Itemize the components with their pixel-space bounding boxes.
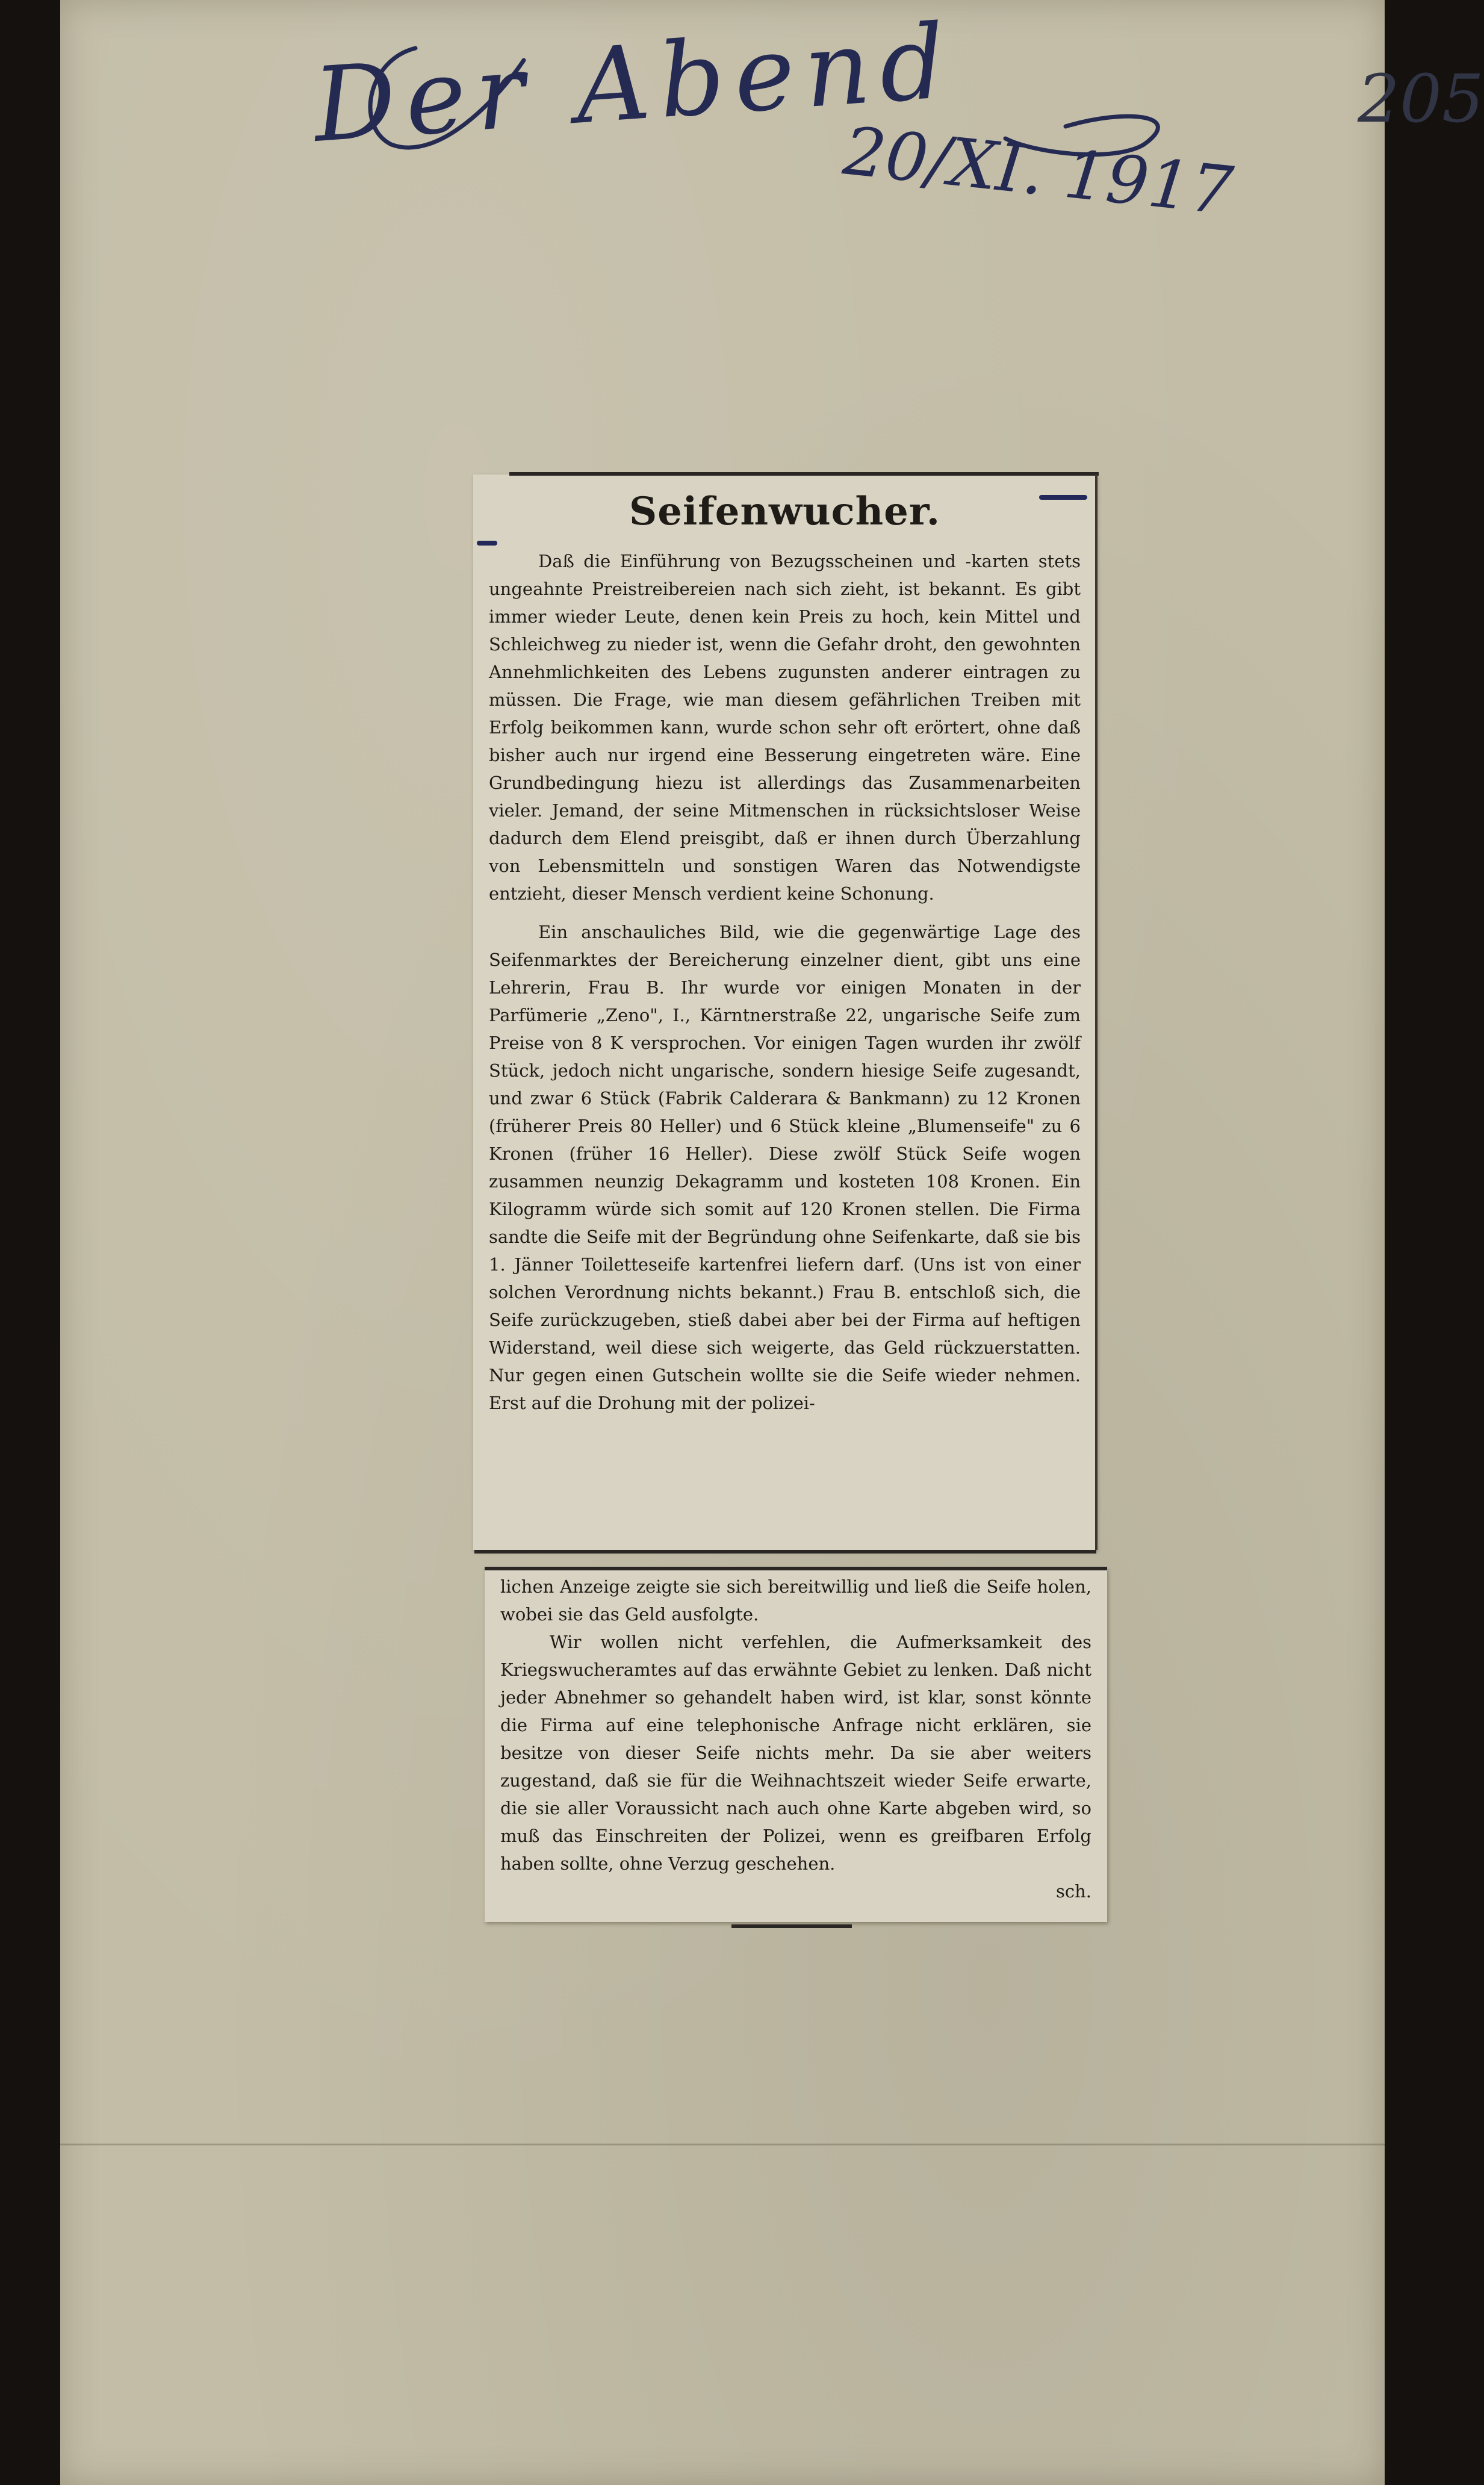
newspaper-clipping-part-1 bbox=[473, 474, 1096, 1550]
handwritten-date: 20/XI. 1917 bbox=[840, 112, 1237, 230]
article-paragraph: lichen Anzeige zeigte sie sich bereitwillig und ließ die Seife holen, wobei sie das Geld ausfolgte. bbox=[500, 1576, 1091, 1625]
clipping-top-rule bbox=[509, 472, 1099, 476]
archive-sheet bbox=[60, 0, 1484, 2485]
handwritten-page-number: 205 bbox=[1358, 60, 1484, 137]
ink-mark bbox=[477, 541, 497, 546]
article-paragraph: Ein anschauliches Bild, wie die gegenwärtige Lage des Seifenmarktes der Bereicherung einzelner dient, gibt uns eine Lehrerin, Frau B. Ihr wurde vor einigen Monaten in der Parfümerie „Zeno", I., Kärntnerstraße 22, ungarische Seife zum Preise von 8 K versprochen. Vor einigen Tagen wurden ihr zwölf Stück, jedoch nicht ungarische, sondern hiesige Seife zugesandt, und zwar 6 Stück (Fabrik Calderara & Bankmann) zu 12 Kronen (früherer Preis 80 Heller) und 6 Stück kleine „Blumenseife" zu 6 Kronen (früher 16 Heller). Diese zwölf Stück Seife wogen zusammen neunzig Dekagramm und kosteten 108 Kronen. Ein Kilogramm würde sich somit auf 120 Kronen stellen. Die Firma sandte die Seife mit der Begründung ohne Seifenkarte, daß sie bis 1. Jänner Toiletteseife kartenfrei liefern darf. (Uns ist von einer solchen Verordnung nichts bekannt.) Frau B. entschloß sich, die Seife zurückzugeben, stieß dabei aber bei der Firma auf heftigen Widerstand, weil diese sich weigerte, das Geld rückzuerstatten. Nur gegen einen Gutschein wollte sie die Seife wieder nehmen. Erst auf die Drohung mit der polizei- bbox=[489, 922, 1081, 1413]
article-headline: Seifenwucher. bbox=[629, 489, 940, 534]
clipping-top-rule bbox=[485, 1567, 1107, 1570]
article-end-rule bbox=[731, 1924, 852, 1928]
article-paragraph: Daß die Einführung von Bezugsscheinen und -karten stets ungeahnte Preistreibereien nach sich zieht, ist bekannt. Es gibt immer wieder Leute, denen kein Preis zu hoch, kein Mittel und Schleichweg zu nieder ist, wenn die Gefahr droht, den gewohnten Annehmlichkeiten des Lebens zugunsten anderer eintragen zu müssen. Die Frage, wie man diesem gefährlichen Treiben mit Erfolg beikommen kann, wurde schon sehr oft erörtert, ohne daß bisher auch nur irgend eine Besserung eingetreten wäre. Eine Grundbedingung hiezu ist allerdings das Zusammenarbeiten vieler. Jemand, der seine Mitmenschen in rücksichtsloser Weise dadurch dem Elend preisgibt, daß er ihnen durch Überzahlung von Lebensmitteln und sonstigen Waren das Notwendigste entzieht, dieser Mensch verdient keine Schonung. bbox=[489, 551, 1081, 904]
clipping-right-rule bbox=[1095, 474, 1097, 1550]
article-paragraph: Wir wollen nicht verfehlen, die Aufmerksamkeit des Kriegswucheramtes auf das erwähnte Gebiet zu lenken. Daß nicht jeder Abnehmer so gehandelt haben wird, ist klar, sonst könnte die Firma auf eine telephonische Anfrage nicht erklären, sie besitze von dieser Seife nichts mehr. Da sie aber weiters zugestand, daß sie für die Weihnachtszeit wieder Seife erwarte, die sie aller Voraussicht nach auch ohne Karte abgeben wird, so muß das Einschreiten der Polizei, wenn es greifbaren Erfolg haben sollte, ohne Verzug geschehen. bbox=[500, 1632, 1091, 1874]
clipping-bottom-rule bbox=[474, 1550, 1096, 1554]
handwritten-newspaper-title: Der Abend bbox=[309, 2, 959, 166]
author-signature: sch. bbox=[1055, 1881, 1091, 1902]
ink-mark bbox=[1039, 495, 1087, 500]
newspaper-clipping-part-2 bbox=[485, 1568, 1107, 1922]
